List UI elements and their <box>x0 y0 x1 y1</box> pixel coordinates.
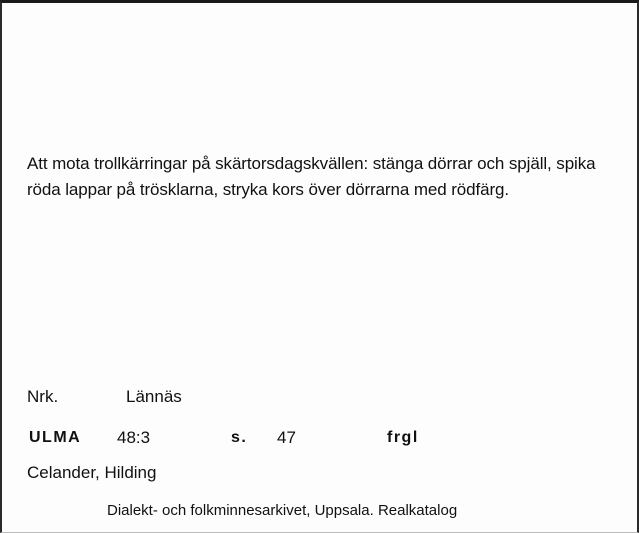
collector-name: Celander, Hilding <box>27 463 157 482</box>
place-label: Nrk. <box>27 387 59 406</box>
card-description: Att mota trollkärringar på skärtorsdagskvällen: stänga dörrar och spjäll, spika röda lappar på trösklarna, stryka kors över dörrarna med rödfärg. <box>27 154 596 199</box>
category-code: frgl <box>387 429 419 446</box>
page-label: s. <box>231 429 248 446</box>
page-number: 47 <box>277 428 296 447</box>
place-value: Lännäs <box>126 387 182 406</box>
ulma-label: ULMA <box>29 429 82 446</box>
ulma-number: 48:3 <box>117 428 151 447</box>
ulma-reference-row <box>27 428 627 452</box>
archive-footer: Dialekt- och folkminnesarkivet, Uppsala. Realkatalog <box>107 502 458 519</box>
